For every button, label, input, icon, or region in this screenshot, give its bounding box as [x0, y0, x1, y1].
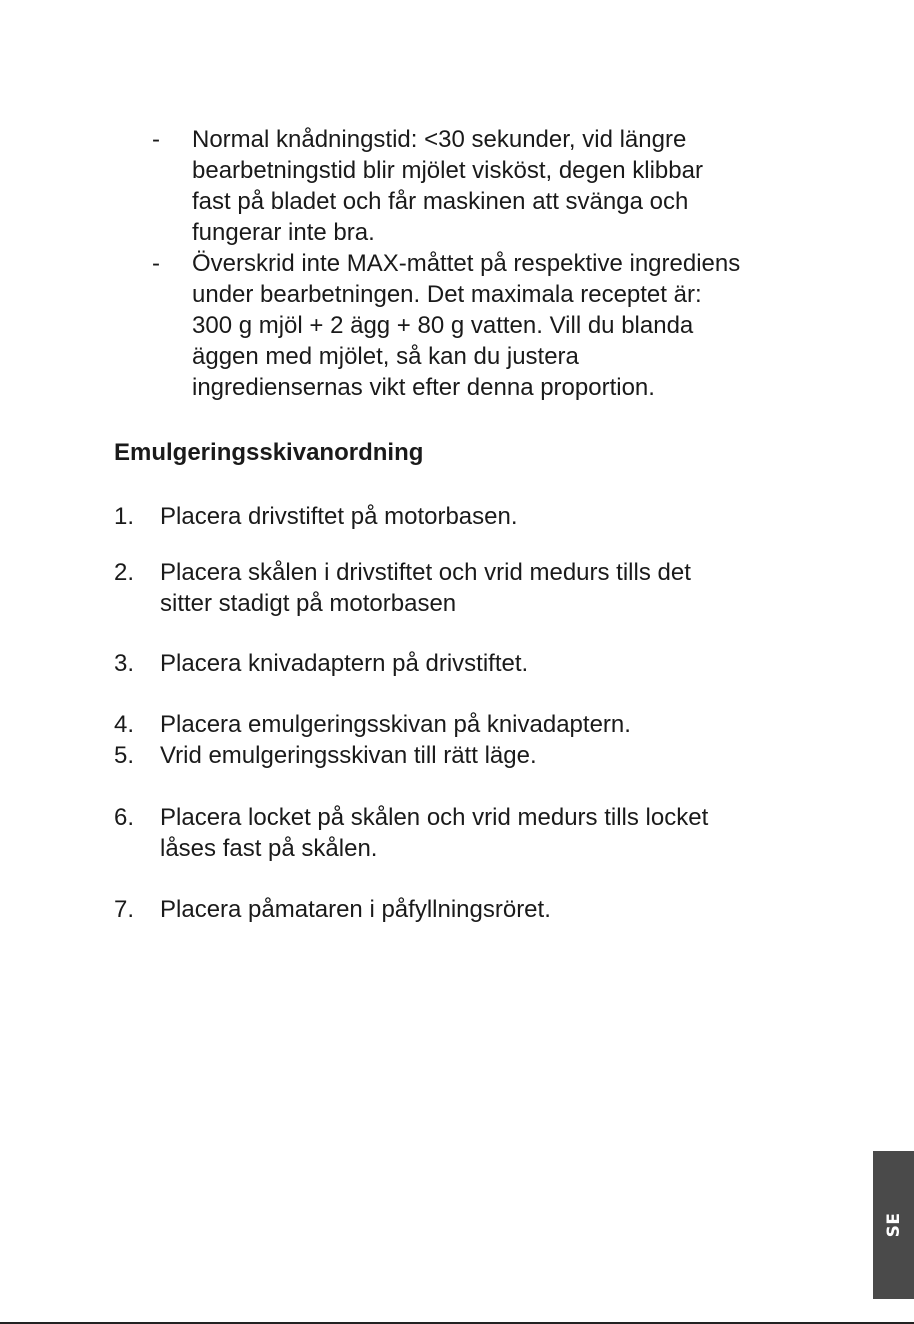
step-number: 5.: [114, 742, 135, 769]
language-code: SE: [883, 1212, 904, 1238]
bullet-item: [0, 124, 914, 248]
section-title: Emulgeringsskivanordning: [114, 439, 424, 466]
bullet-list: [0, 124, 914, 403]
step-line: sitter stadigt på motorbasen: [160, 590, 457, 617]
step-line: Placera knivadaptern på drivstiftet.: [160, 650, 529, 677]
step-text: [160, 557, 840, 619]
step-text: [160, 709, 840, 740]
bullet-item: [0, 248, 914, 403]
step-line: låses fast på skålen.: [160, 835, 378, 862]
step-item: [0, 740, 914, 771]
step-item: [0, 557, 914, 619]
bullet-line: bearbetningstid blir mjölet visköst, degen klibbar: [192, 157, 703, 184]
bullet-line: fast på bladet och får maskinen att svänga och: [192, 188, 689, 215]
step-text: [160, 648, 840, 679]
step-line: Placera skålen i drivstiftet och vrid medurs tills det: [160, 559, 691, 586]
step-number: 2.: [114, 559, 135, 586]
bullet-line: Normal knådningstid: <30 sekunder, vid längre: [192, 126, 687, 153]
bullet-line: fungerar inte bra.: [192, 219, 375, 246]
step-item: [0, 709, 914, 740]
step-item: [0, 894, 914, 925]
bullet-marker: -: [152, 250, 160, 277]
step-number: 6.: [114, 804, 135, 831]
step-item: [0, 501, 914, 532]
bullet-line: Överskrid inte MAX-måttet på respektive ingrediens: [192, 250, 741, 277]
bullet-text: [192, 248, 812, 403]
bullet-line: under bearbetningen. Det maximala receptet är:: [192, 281, 702, 308]
step-line: Placera drivstiftet på motorbasen.: [160, 503, 518, 530]
step-text: [160, 740, 840, 771]
bullet-line: ingrediensernas vikt efter denna proportion.: [192, 374, 655, 401]
step-line: Placera emulgeringsskivan på knivadaptern.: [160, 711, 631, 738]
step-number: 1.: [114, 503, 135, 530]
language-tab: [873, 1151, 914, 1299]
step-text: [160, 501, 840, 532]
step-item: [0, 802, 914, 864]
step-item: [0, 648, 914, 679]
step-line: Vrid emulgeringsskivan till rätt läge.: [160, 742, 537, 769]
step-number: 7.: [114, 896, 135, 923]
step-text: [160, 894, 840, 925]
bullet-line: 300 g mjöl + 2 ägg + 80 g vatten. Vill du blanda: [192, 312, 694, 339]
step-text: [160, 802, 840, 864]
step-number: 3.: [114, 650, 135, 677]
step-number: 4.: [114, 711, 135, 738]
bullet-marker: -: [152, 126, 160, 153]
step-line: Placera påmataren i påfyllningsröret.: [160, 896, 551, 923]
bullet-line: äggen med mjölet, så kan du justera: [192, 343, 579, 370]
bullet-text: [192, 124, 812, 248]
step-line: Placera locket på skålen och vrid medurs tills locket: [160, 804, 709, 831]
